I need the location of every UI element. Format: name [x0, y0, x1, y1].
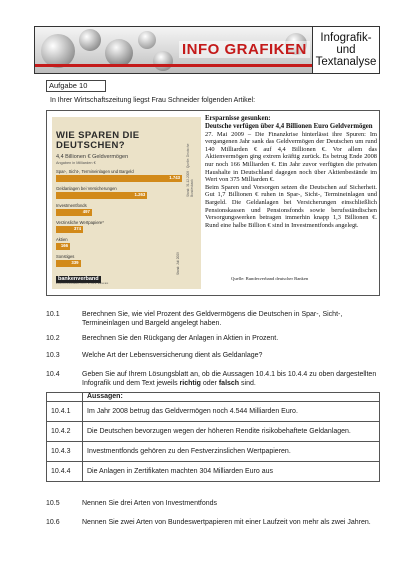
globe-icon [138, 31, 156, 49]
statement-text: Die Deutschen bevorzugen wegen der höheren Rendite risikobehaftete Geldanlagen. [83, 421, 380, 441]
statement-text: Die Anlagen in Zertifikaten machten 304 Milliarden Euro aus [83, 461, 380, 481]
task-intro: In Ihrer Wirtschaftszeitung liegst Frau Schneider folgenden Artikel: [50, 97, 256, 104]
question-number: 10.3 [46, 352, 60, 359]
bar-value-label: 1.263 [134, 192, 146, 197]
globe-icon [105, 39, 133, 67]
article-headline: Deutsche verfügen über 4,4 Billionen Euro Geldvermögen [205, 122, 373, 130]
banner-stripe [35, 64, 312, 67]
infographic-date: Stand: Juli 2009 [176, 252, 180, 275]
table-row [47, 401, 380, 421]
question-text: Nennen Sie drei Arten von Investmentfonds [82, 500, 218, 507]
bar [56, 209, 92, 216]
question-text: Berechnen Sie, wie viel Prozent des Geldvermögens die Deutschen in Spar-, Sicht-, Termineinlagen und Bargeld angelegt haben. [82, 311, 343, 327]
article-source: Quelle: Bundesverband deutscher Banken [231, 276, 309, 281]
page-title-line: Infografik- [320, 32, 372, 44]
keyword-falsch: falsch [218, 380, 240, 387]
page-header [34, 26, 380, 74]
page-title-line: Textanalyse [315, 56, 377, 68]
question-number: 10.4 [46, 371, 60, 378]
banner-title: INFO GRAFIKEN [179, 41, 310, 58]
question-number: 10.5 [46, 500, 60, 507]
question-text-part: sind. [239, 380, 256, 387]
bar [56, 243, 70, 250]
header-banner [35, 27, 313, 73]
question-text: Nennen Sie zwei Arten von Bundeswertpapieren mit einer Laufzeit von mehr als zwei Jahren. [82, 519, 371, 526]
question-number: 10.6 [46, 519, 60, 526]
page-title-line: und [336, 44, 356, 56]
infographic [52, 117, 201, 289]
question-text: Welche Art der Lebensversicherung dient als Geldanlage? [82, 352, 263, 359]
question-text-part: oder [200, 380, 219, 387]
infographic-unit-note: Angaben in Milliarden € [56, 161, 96, 165]
keyword-richtig: richtig [179, 380, 201, 387]
globe-icon [41, 34, 75, 68]
table-row [47, 421, 380, 441]
statement-number: 10.4.1 [47, 401, 83, 421]
infographic-title-line: DEUTSCHEN? [56, 140, 125, 151]
question-number: 10.1 [46, 311, 60, 318]
article-paragraph: Beim Sparen und Vorsorgen setzen die Deutschen auf Sicherheit. Gut 1,7 Billionen € ruhen in Spar-, Sicht-, Termineinlagen und Bargeld. Die Geldanlagen bei Versicherungen einschließlich Pensionskassen und Pensionsfonds sowie berufsständischen Versorgungswerken betragen immerhin knapp 1,3 Billionen €. Rund eine halbe Billion € sind in Investmentfonds angelegt. [205, 183, 377, 229]
question-text: Berechnen Sie den Rückgang der Anlagen in Aktien in Prozent. [82, 335, 279, 342]
bar-category-label: Investmentfonds [56, 203, 87, 208]
infographic-source: Stand: 31.12.2008 · Quelle: Deutsche Bundesbank [186, 143, 194, 197]
bar-value-label: 166 [60, 243, 68, 248]
logo-wordmark: bankenverband [58, 276, 99, 282]
task-label: Aufgabe 10 [46, 80, 106, 92]
article-box [46, 110, 380, 296]
table-header-row [47, 393, 380, 402]
article-paragraph: 27. Mai 2009 – Die Finanzkrise hinterlässt ihre Spuren: Im vergangenen Jahr sank das Geldvermögen der Deutschen um rund 140 Milliarden € auf 4,4 Billionen €. Vor allem das Aktienvermögen ging extrem kräftig zurück. Es betrug Ende 2008 nur noch 166 Milliarden €. Ein Jahr zuvor verfügten die privaten Haushalte in Deutschland dagegen noch über Aktienbestände im Wert von 375 Milliarden €. [205, 130, 377, 184]
bar [56, 175, 182, 182]
table-row [47, 441, 380, 461]
bar [56, 260, 81, 267]
logo-subline: BUNDESVERBAND DEUTSCHER BANKEN [56, 283, 109, 285]
bar-value-label: 339 [71, 260, 79, 265]
table-header: Aussagen: [83, 393, 380, 402]
globe-icon [79, 29, 101, 51]
bar [56, 192, 147, 199]
table-cell [47, 393, 83, 402]
infographic-title [56, 131, 140, 151]
bar-category-label: Aktien [56, 237, 68, 242]
bar-value-label: 1.743 [169, 175, 180, 180]
bar [56, 226, 83, 233]
question-text-part: Geben Sie auf Ihrem Lösungsblatt an, ob die Aussagen 10.4.1 bis 10.4.4 zu oben dargestellten Infografik und dem Text jeweils [82, 371, 377, 387]
bar-value-label: 497 [82, 209, 90, 214]
infographic-title-line: WIE SPAREN DIE [56, 130, 140, 141]
article-text [205, 115, 377, 229]
statement-text: Investmentfonds gehören zu den Festverzinslichen Wertpapieren. [83, 441, 380, 461]
bankenverband-logo [56, 276, 136, 286]
globe-icon [153, 51, 173, 71]
question-text [82, 370, 380, 388]
question-number: 10.2 [46, 335, 60, 342]
article-kicker: Ersparnisse gesunken: [205, 115, 271, 122]
table-row [47, 461, 380, 481]
statement-number: 10.4.3 [47, 441, 83, 461]
bar-category-label: Spar-, Sicht-, Termineinlagen und Bargeld [56, 169, 134, 174]
bar-category-label: Verzinsliche Wertpapiere* [56, 220, 104, 225]
bar-category-label: Sonstiges [56, 254, 75, 259]
bar-value-label: 374 [73, 226, 82, 231]
statement-number: 10.4.2 [47, 421, 83, 441]
statement-number: 10.4.4 [47, 461, 83, 481]
statement-text: Im Jahr 2008 betrug das Geldvermögen noch 4.544 Milliarden Euro. [83, 401, 380, 421]
bar-category-label: Geldanlagen bei Versicherungen [56, 186, 117, 191]
page-title [313, 27, 379, 73]
statements-table [46, 392, 380, 482]
infographic-subtitle: 4,4 Billionen € Geldvermögen [56, 154, 129, 160]
